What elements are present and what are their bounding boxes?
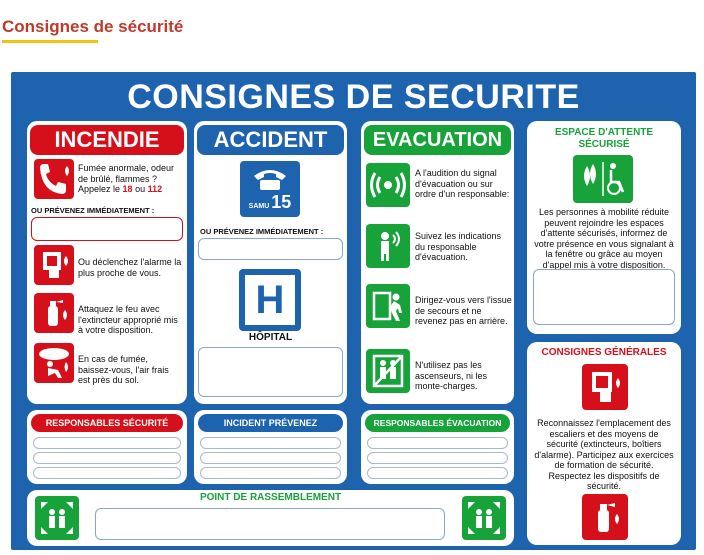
espace-attente-field[interactable] [533,269,675,325]
hospital-label: HÔPITAL [248,332,293,343]
assembly-point-icon-left [35,496,79,540]
espace-attente-text: Les personnes à mobilité réduite peuvent rejoindre les espaces d'attente sécurisés, informez de votre présence en vous signalant à la fenêtre ou grâce au moyen d'appel mis à votre disposition. [534,207,674,270]
incendie-item2-text: Ou déclenchez l'alarme la plus proche de vous. [78,257,182,278]
consignes-generales-text: Reconnaissez l'emplacement des escaliers et des moyens de sécurité (extincteurs, boîtiers d'alarme). Participez aux exercices de formation de sécurité. Respectez les dispositifs de sécurité. [534,418,674,491]
safety-poster [11,72,696,550]
evacuation-guide-icon [366,224,410,268]
evacuation-panel [361,121,514,404]
phone-flame-icon [34,159,74,199]
extinguisher-icon [34,293,74,333]
rassemblement-title: POINT DE RASSEMBLEMENT [199,492,342,503]
evacuation-item4-text: N'utilisez pas les ascenseurs, ni les monte-charges. [415,360,488,391]
samu-phone-icon [240,161,300,217]
title-underline [2,40,98,43]
responsables-evacuation-line-2[interactable] [367,452,508,464]
hospital-icon [239,269,301,331]
responsables-securite-line-3[interactable] [33,467,181,479]
incident-header: INCIDENT PRÉVENEZ [198,414,343,432]
samu-label: SAMU [248,202,270,210]
accident-warn-label: OU PRÉVENEZ IMMÉDIATEMENT : [200,227,324,236]
incident-line-3[interactable] [200,467,341,479]
responsables-securite-line-1[interactable] [33,437,181,449]
responsables-securite-header: RESPONSABLES SÉCURITÉ [31,414,183,432]
assembly-point-icon-right [462,496,506,540]
responsables-evacuation-line-3[interactable] [367,467,508,479]
accident-phone-field[interactable] [198,238,343,260]
responsables-evacuation-line-1[interactable] [367,437,508,449]
incident-line-2[interactable] [200,452,341,464]
responsables-evacuation-header: RESPONSABLES ÉVACUATION [365,414,510,432]
evacuation-item3-text: Dirigez-vous vers l'issue de secours et ne revenez pas en arrière. [415,295,512,326]
rassemblement-panel [27,490,514,546]
evacuation-header: EVACUATION [364,125,511,155]
hospital-field[interactable] [198,347,343,397]
incendie-item1-text: Fumée anormale, odeur de brûlé, flammes ? Appelez le 18 ou 112 [78,163,175,194]
consignes-generales-panel [527,342,681,545]
samu-number: 15 [271,191,292,212]
alarm-button-icon [34,245,74,285]
hospital-letter: H [255,277,285,322]
incendie-item3-text: Attaquez le feu avec l'extincteur approprié mis à votre disposition. [78,304,178,335]
page-title: Consignes de sécurité [2,17,184,36]
incendie-header: INCENDIE [30,125,184,155]
accident-panel [194,121,347,404]
no-elevator-icon [366,349,410,393]
espace-attente-title: ESPACE D'ATTENTE SÉCURISÉ [554,127,654,150]
smoke-crouch-icon [34,343,74,383]
emergency-exit-icon [366,284,410,328]
incendie-phone-field[interactable] [31,217,183,241]
incident-line-1[interactable] [200,437,341,449]
responsables-evacuation-panel [361,410,514,484]
alarm-box-icon [582,364,628,410]
espace-attente-panel [527,121,681,334]
accident-header: ACCIDENT [197,125,344,155]
incident-panel [194,410,347,484]
consignes-generales-title: CONSIGNES GÉNÉRALES [541,347,667,358]
incendie-warn-label: OU PRÉVENEZ IMMÉDIATEMENT : [31,206,155,215]
extinguisher-general-icon [582,494,628,540]
responsables-securite-line-2[interactable] [33,452,181,464]
accessible-waiting-icon [573,155,633,203]
incendie-item4-text: En cas de fumée, baissez-vous, l'air frais est près du sol. [78,354,169,385]
evacuation-item2-text: Suivez les indications du responsable d'évacuation. [415,231,502,262]
incendie-panel [27,121,187,404]
evacuation-signal-icon [366,163,410,207]
evacuation-item1-text: A l'audition du signal d'évacuation ou sur ordre d'un responsable: [415,168,510,199]
poster-title: CONSIGNES DE SECURITE [127,78,580,116]
rassemblement-field[interactable] [95,508,445,540]
responsables-securite-panel [27,410,187,484]
